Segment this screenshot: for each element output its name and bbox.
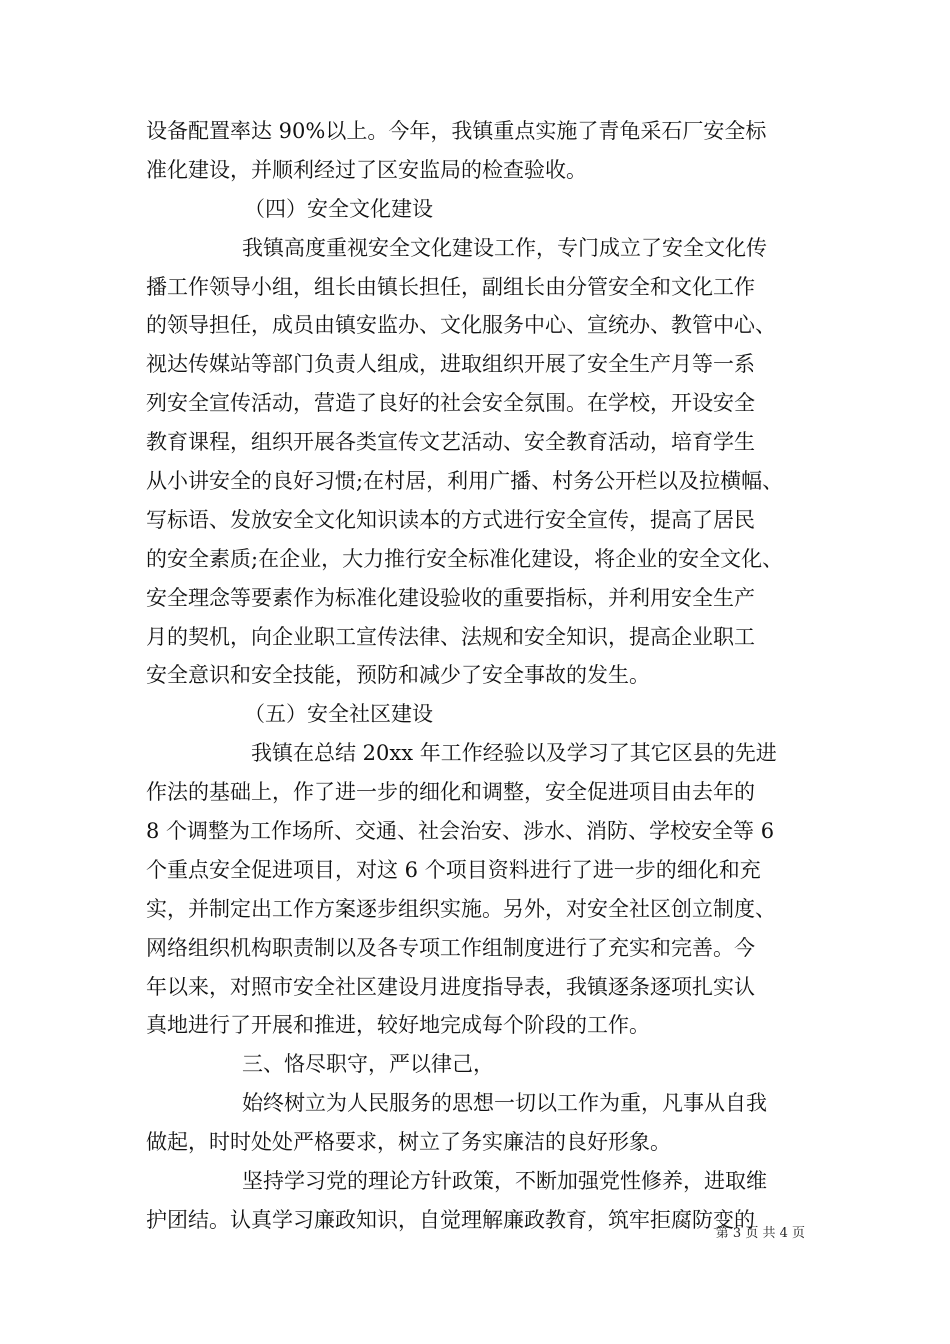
section-heading-duty: 三、恪尽职守，严以律己， <box>242 1052 494 1077</box>
text-line: 个重点安全促进项目，对这 6 个项目资料进行了进一步的细化和充 <box>146 857 761 882</box>
text-line: 安全意识和安全技能，预防和减少了安全事故的发生。 <box>146 663 650 688</box>
text-line: 实，并制定出工作方案逐步组织实施。另外，对安全社区创立制度、 <box>146 896 776 921</box>
section-heading-culture: （四）安全文化建设 <box>244 196 433 221</box>
text-line: 始终树立为人民服务的思想一切以工作为重，凡事从自我 <box>242 1091 767 1116</box>
text-line: 安全理念等要素作为标准化建设验收的重要指标，并利用安全生产 <box>146 585 755 610</box>
text-line: 护团结。认真学习廉政知识，自觉理解廉政教育，筑牢拒腐防变的 <box>146 1207 755 1232</box>
text-line: 月的契机，向企业职工宣传法律、法规和安全知识，提高企业职工 <box>146 624 755 649</box>
text-line: 播工作领导小组，组长由镇长担任，副组长由分管安全和文化工作 <box>146 274 755 299</box>
text-line: 真地进行了开展和推进，较好地完成每个阶段的工作。 <box>146 1013 650 1038</box>
text-line: 列安全宣传活动，营造了良好的社会安全氛围。在学校，开设安全 <box>146 391 755 416</box>
text-line: 视达传媒站等部门负责人组成，进取组织开展了安全生产月等一系 <box>146 352 755 377</box>
text-line: 从小讲安全的良好习惯;在村居，利用广播、村务公开栏以及拉横幅、 <box>146 469 784 494</box>
text-line: 作法的基础上，作了进一步的细化和调整，安全促进项目由去年的 <box>146 780 755 805</box>
text-line: 准化建设，并顺利经过了区安监局的检查验收。 <box>146 157 587 182</box>
text-line: 我镇在总结 20xx 年工作经验以及学习了其它区县的先进 <box>251 741 777 766</box>
text-line: 做起，时时处处严格要求，树立了务实廉洁的良好形象。 <box>146 1130 671 1155</box>
text-line: 我镇高度重视安全文化建设工作，专门成立了安全文化传 <box>242 235 767 260</box>
text-line: 的领导担任，成员由镇安监办、文化服务中心、宣统办、教管中心、 <box>146 313 776 338</box>
text-line: 年以来，对照市安全社区建设月进度指导表，我镇逐条逐项扎实认 <box>146 974 755 999</box>
text-line: 8 个调整为工作场所、交通、社会治安、涉水、消防、学校安全等 6 <box>146 819 775 844</box>
text-line: 网络组织机构职责制以及各专项工作组制度进行了充实和完善。今 <box>146 935 755 960</box>
document-body <box>146 112 810 1240</box>
text-line: 写标语、发放安全文化知识读本的方式进行安全宣传，提高了居民 <box>146 507 755 532</box>
section-heading-community: （五）安全社区建设 <box>244 702 433 727</box>
text-line: 教育课程，组织开展各类宣传文艺活动、安全教育活动，培育学生 <box>146 430 755 455</box>
page-number: 第 3 页 共 4 页 <box>715 1226 805 1241</box>
text-line: 坚持学习党的理论方针政策，不断加强党性修养，进取维 <box>242 1169 767 1194</box>
text-line: 设备配置率达 90%以上。今年，我镇重点实施了青龟采石厂安全标 <box>146 119 767 143</box>
text-line: 的安全素质;在企业，大力推行安全标准化建设，将企业的安全文化、 <box>146 546 784 571</box>
